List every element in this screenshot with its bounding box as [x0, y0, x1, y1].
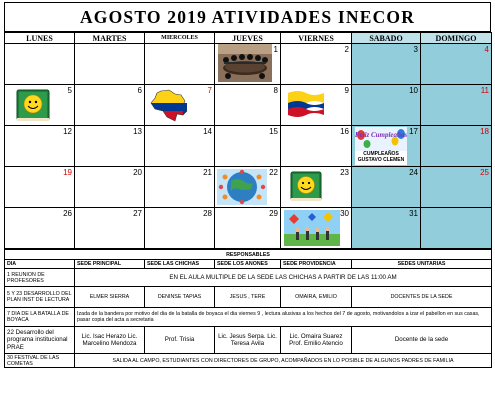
- row-activity: EN EL AULA MULTIPLE DE LA SEDE LAS CHICHAS A PARTIR DE LAS 11:00 AM: [75, 269, 492, 287]
- day-cell[interactable]: [215, 167, 281, 208]
- weekday-header-row: [5, 33, 492, 44]
- column-header: SEDE LAS CHICHAS: [145, 260, 215, 269]
- day-cell[interactable]: [281, 85, 352, 126]
- day-cell[interactable]: [145, 208, 215, 249]
- day-cell[interactable]: [75, 85, 145, 126]
- day-number-holiday: 7: [207, 86, 212, 95]
- row-day: 7 DIA DE LA BATALLA DE BOYACA: [5, 308, 75, 327]
- weekday-header: MARTES: [75, 33, 145, 44]
- row-cell: Docente de la sede: [352, 327, 492, 354]
- day-cell[interactable]: [5, 126, 75, 167]
- day-cell[interactable]: [215, 85, 281, 126]
- row-day: 22 Desarrollo del programa institucional PRAE: [5, 327, 75, 354]
- day-number: 13: [133, 127, 142, 136]
- row-activity: Izada de la bandera por motivo del dia de la batalla de boyaca el dia viernes 9 , lectura alusivas a los hechos del 7 de agosto, motivandolos a izar el pabellon en sus casas, pasar copia del acta a secretaria: [75, 308, 492, 327]
- row-cell: Lic. Jesus Serpa. Lic. Teresa Avila: [215, 327, 281, 354]
- day-cell-weekend[interactable]: [421, 208, 492, 249]
- responsables-heading: RESPONSABLES: [5, 250, 492, 260]
- day-number: 30: [340, 209, 349, 218]
- day-cell-weekend[interactable]: [352, 85, 421, 126]
- environment-globe-icon: [217, 169, 267, 205]
- row-activity: SALIDA AL CAMPO, ESTUDIANTES CON DIRECTORES DE GRUPO, ACOMPAÑADOS EN LO POSIBLE DE ALGUNOS PADRES DE FAMILIA: [75, 354, 492, 368]
- row-cell: DENINSE TAPIAS: [145, 287, 215, 308]
- day-cell[interactable]: [281, 208, 352, 249]
- row-day: 1 REUNION DE PROFESORES: [5, 269, 75, 287]
- day-cell[interactable]: [145, 167, 215, 208]
- colombia-flag-icon: [286, 89, 326, 121]
- day-number-holiday: 19: [63, 168, 72, 177]
- column-header: DIA: [5, 260, 75, 269]
- calendar-week: [5, 167, 492, 208]
- day-number: 8: [273, 86, 278, 95]
- day-number: 12: [63, 127, 72, 136]
- day-number: 29: [269, 209, 278, 218]
- birthday-label: CUMPLEAÑOS: [363, 151, 399, 157]
- birthday-banner-text: Feliz Cumpleaños: [355, 131, 407, 139]
- day-cell[interactable]: [281, 126, 352, 167]
- day-number: 1: [273, 45, 278, 54]
- day-number: 26: [63, 209, 72, 218]
- weekday-header: JUEVES: [215, 33, 281, 44]
- row-cell: ELMER SIERRA: [75, 287, 145, 308]
- day-number: 27: [133, 209, 142, 218]
- day-cell[interactable]: [75, 167, 145, 208]
- kite-festival-icon: [284, 210, 340, 246]
- day-number: 2: [344, 45, 349, 54]
- day-number-holiday: 25: [480, 168, 489, 177]
- day-number: 23: [340, 168, 349, 177]
- day-cell-weekend[interactable]: [421, 85, 492, 126]
- calendar-page: [4, 2, 491, 368]
- responsables-header-row: [5, 260, 492, 269]
- day-number: 14: [203, 127, 212, 136]
- row-day: 30 FESTIVAL DE LAS COMETAS: [5, 354, 75, 368]
- calendar-week: [5, 85, 492, 126]
- day-number: 5: [67, 86, 72, 95]
- weekday-header: VIERNES: [281, 33, 352, 44]
- row-cell: Lic. Omaira Suarez Prof. Emilio Atencio: [281, 327, 352, 354]
- day-number: 17: [409, 127, 418, 136]
- column-header: SEDES UNITARIAS: [352, 260, 492, 269]
- day-number: 9: [344, 86, 349, 95]
- day-number: 15: [269, 127, 278, 136]
- day-cell-weekend[interactable]: [421, 167, 492, 208]
- day-cell[interactable]: [281, 44, 352, 85]
- day-cell[interactable]: [281, 167, 352, 208]
- calendar-grid: [4, 32, 492, 249]
- row-day: 5 Y 23 DESARROLLO DEL PLAN INST DE LECTURA: [5, 287, 75, 308]
- colombia-map-icon: [147, 89, 191, 123]
- day-number-holiday: 4: [484, 45, 489, 54]
- responsables-heading-row: [5, 250, 492, 260]
- day-number-holiday: 11: [480, 86, 489, 95]
- weekday-header: DOMINGO: [421, 33, 492, 44]
- day-cell[interactable]: [145, 85, 215, 126]
- day-number-holiday: 18: [480, 127, 489, 136]
- day-number: 10: [409, 86, 418, 95]
- birthday-card: [355, 127, 407, 165]
- day-cell[interactable]: [5, 167, 75, 208]
- book-smiley-icon: [13, 88, 53, 122]
- day-cell-weekend[interactable]: [352, 44, 421, 85]
- day-number: 22: [269, 168, 278, 177]
- row-cell: DOCENTES DE LA SEDE: [352, 287, 492, 308]
- day-cell-weekend[interactable]: [352, 208, 421, 249]
- column-header: SEDE LOS ANONES: [215, 260, 281, 269]
- day-number: 3: [413, 45, 418, 54]
- row-cell: Prof. Trisia: [145, 327, 215, 354]
- table-row: [5, 327, 492, 354]
- weekday-header: SABADO: [352, 33, 421, 44]
- day-cell-empty: [145, 44, 215, 85]
- calendar-week: [5, 208, 492, 249]
- weekday-header: LUNES: [5, 33, 75, 44]
- table-row: [5, 269, 492, 287]
- day-cell-empty: [75, 44, 145, 85]
- table-row: [5, 287, 492, 308]
- page-title: AGOSTO 2019 ATIVIDADES INECOR: [4, 2, 491, 32]
- responsables-table: [4, 249, 492, 368]
- day-number: 6: [137, 86, 142, 95]
- calendar-week: [5, 44, 492, 85]
- day-cell[interactable]: [215, 208, 281, 249]
- balloons-icon: [355, 127, 407, 151]
- day-cell-weekend[interactable]: [352, 167, 421, 208]
- row-cell: Lic. Isac Herazo Lic. Marcelino Mendoza: [75, 327, 145, 354]
- day-cell[interactable]: [75, 126, 145, 167]
- book-smiley-icon: [288, 170, 324, 204]
- day-number: 16: [340, 127, 349, 136]
- day-cell[interactable]: [215, 126, 281, 167]
- day-cell[interactable]: [145, 126, 215, 167]
- day-cell-weekend[interactable]: [352, 126, 421, 167]
- birthday-name: GUSTAVO CLEMEN: [357, 157, 405, 163]
- day-number: 20: [133, 168, 142, 177]
- day-cell[interactable]: [5, 208, 75, 249]
- weekday-header: MIERCOLES: [145, 33, 215, 44]
- day-cell[interactable]: [215, 44, 281, 85]
- day-number: 24: [409, 168, 418, 177]
- day-number: 21: [203, 168, 212, 177]
- day-cell-empty: [5, 44, 75, 85]
- row-cell: JESUS , TERE: [215, 287, 281, 308]
- day-cell-weekend[interactable]: [421, 126, 492, 167]
- day-number: 28: [203, 209, 212, 218]
- day-cell[interactable]: [75, 208, 145, 249]
- day-number: 31: [409, 209, 418, 218]
- table-row: [5, 308, 492, 327]
- column-header: SEDE PROVIDENCIA: [281, 260, 352, 269]
- meeting-table-icon: [218, 44, 272, 82]
- table-row: [5, 354, 492, 368]
- day-cell-weekend[interactable]: [421, 44, 492, 85]
- row-cell: OMAIRA, EMILIO: [281, 287, 352, 308]
- day-cell[interactable]: [5, 85, 75, 126]
- column-header: SEDE PRINCIPAL: [75, 260, 145, 269]
- calendar-week: [5, 126, 492, 167]
